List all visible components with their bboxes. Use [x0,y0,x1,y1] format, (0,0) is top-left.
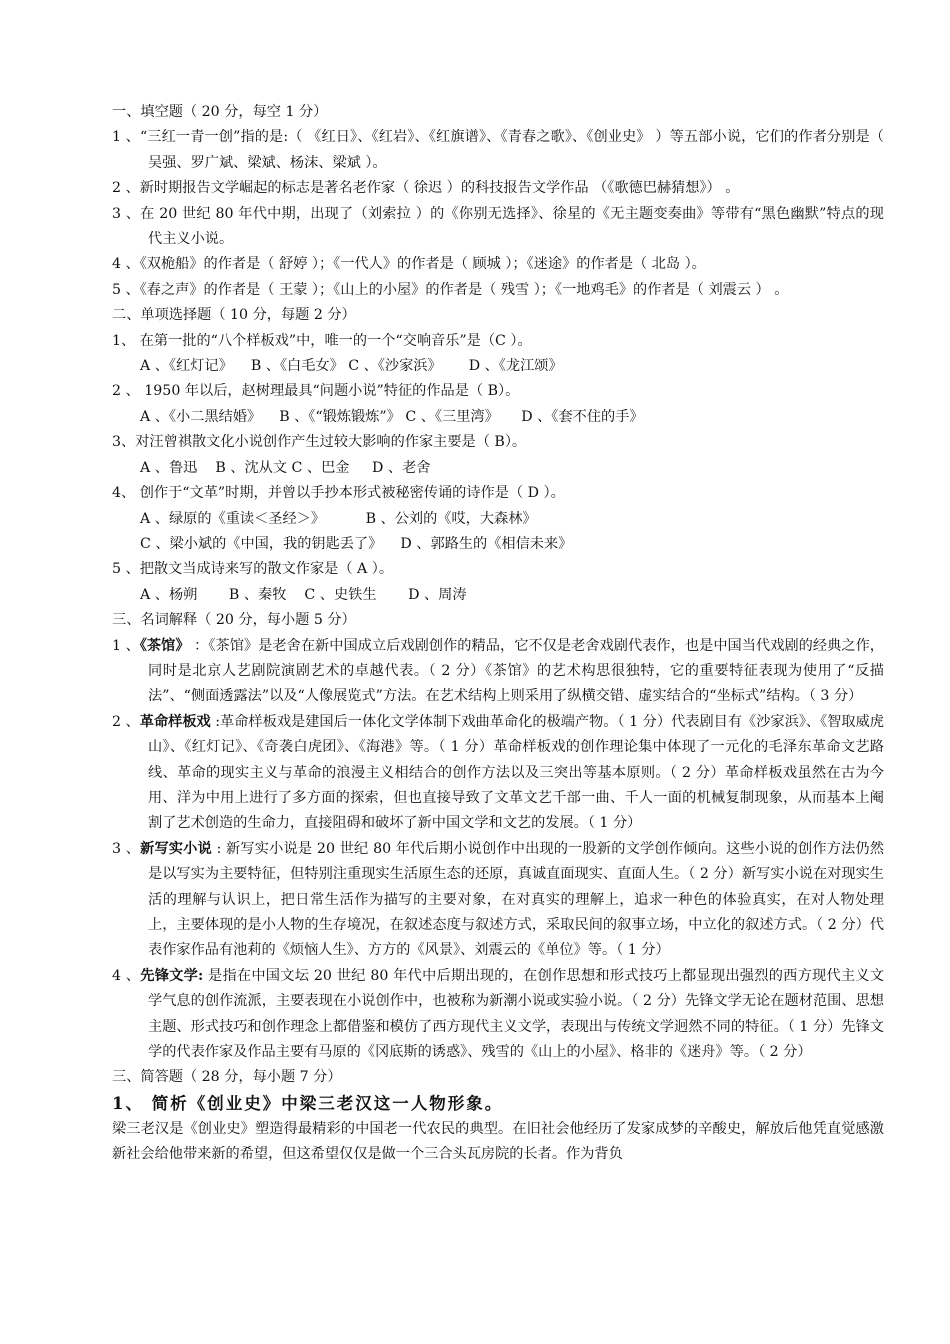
section-3-title: 三、名词解释（ 20 分，每小题 5 分） [112,612,356,629]
choice-1: 1、 在第一批的“八个样板戏”中，唯一的一个“交响音乐”是（C ）。 [112,332,532,349]
choice-1-options: A 、《红灯记》 B 、《白毛女》 C 、《沙家浜》 D 、《龙江颂》 [140,358,563,375]
fill-blank-5: 5 、《春之声》的作者是（ 王蒙 ）；《山上的小屋》的作者是（ 残雪 ）；《一地鸡毛》的作者是（ 刘震云 ） 。 [112,281,789,298]
choice-2: 2 、 1950 年以后，赵树理最具“问题小说”特征的作品是（ B）。 [112,383,520,400]
term-3-name: 新写实小说 [140,840,212,857]
section-2-title: 二、单项选择题（ 10 分，每题 2 分） [112,307,356,324]
term-2-body: :革命样板戏是建国后一体化文学体制下戏曲革命化的极端产物。（ 1 分）代表剧目有《沙家浜》、《智取威虎山》、《红灯记》、《奇袭白虎团》、《海港》等。（ 1 分）革命样板戏的创作理论集中体现了一元化的毛泽东革命文艺路线、革命的现实主义与革命的浪漫主义相结合的创作方法以及三突出等基本原则。（ 2 分）革命样板戏虽然在古为今用、洋为中用上进行了多方面的探索，但也直接导致了文革文艺千部一曲、千人一面的机械复制现象，从而基本上阉割了艺术创造的生命力，直接阻碍和破坏了新中国文学和文艺的发展。（ 1 分） [148,713,884,832]
term-1 [112,634,884,710]
short-answer-1-title: 1、 简析《创业史》中梁三老汉这一人物形象。 [112,1093,504,1113]
term-2-number: 2 、 [112,713,140,730]
choice-5: 5 、把散文当成诗来写的散文作家是（ A ）。 [112,561,394,578]
choice-4-options-cd: C 、梁小斌的《中国，我的钥匙丢了》 D 、郭路生的《相信未来》 [140,535,573,552]
choice-4: 4、 创作于“文革”时期，并曾以手抄本形式被秘密传诵的诗作是（ D ）。 [112,485,565,502]
term-1-body: ：《茶馆》是老舍在新中国成立后戏剧创作的精品，它不仅是老舍戏剧代表作，也是中国当代戏剧的经典之作，同时是北京人艺剧院演剧艺术的卓越代表。（ 2 分）《茶馆》的艺术构思很独特，它的重要特征表现为使用了“反描法”、“侧面透露法”以及“人像展览式”方法。在艺术结构上则采用了纵横交错、虚实结合的“坐标式”结构。（ 3 分） [148,637,884,705]
term-1-name: 《茶馆》 [139,637,190,654]
term-4 [112,964,884,1066]
term-4-number: 4 、 [112,967,141,984]
term-3-body: : 新写实小说是 20 世纪 80 年代后期小说创作中出现的一股新的文学创作倾向。这些小说的创作方法仍然是以写实为主要特征，但特别注重现实生活原生态的还原，真诚直面现实、直面人生。（ 2 分）新写实小说在对现实生活的理解与认识上，把日常生活作为描写的主要对象，在对真实的理解上，追求一种色的体验真实，在对人物处理上，主要体现的是小人物的生存境况，在叙述态度与叙述方式，采取民间的叙事立场，中立化的叙述方式。（ 2 分）代表作家作品有池莉的《烦恼人生》、方方的《风景》、刘震云的《单位》等。（ 1 分） [148,840,884,959]
term-3 [112,837,884,964]
term-2-name: 革命样板戏 [139,713,211,730]
short-answer-1-body: 梁三老汉是《创业史》塑造得最精彩的中国老一代农民的典型。在旧社会他经历了发家成梦的辛酸史，解放后他凭直觉感激新社会给他带来新的希望，但这希望仅仅是做一个三合头瓦房院的长者。作为背负 [112,1120,884,1163]
fill-blank-1: 1 、“三红一青一创”指的是:（ 《红日》、《红岩》、《红旗谱》、《青春之歌》、《创业史》 ）等五部小说，它们的作者分别是（ 吴强、罗广斌、梁斌、杨沫、梁斌 ）。 [112,129,884,171]
term-4-name: 先锋文学: [140,967,204,984]
choice-5-options: A 、杨朔 B 、秦牧 C 、史铁生 D 、周涛 [140,586,467,603]
fill-blank-3: 3 、在 20 世纪 80 年代中期，出现了（刘索拉 ）的《你别无选择》、徐星的《无主题变奏曲》等带有“黑色幽默”特点的现代主义小说。 [112,205,884,248]
section-1-title: 一、填空题（ 20 分，每空 1 分） [112,104,328,120]
choice-3-options: A 、鲁迅 B 、沈从文 C 、巴金 D 、老舍 [140,459,431,476]
document-page [112,100,884,1168]
term-2 [112,710,884,837]
term-4-body: 是指在中国文坛 20 世纪 80 年代中后期出现的，在创作思想和形式技巧上都显现出强烈的西方现代主义文学气息的创作流派，主要表现在小说创作中，也被称为新潮小说或实验小说。（ 2 分）先锋文学无论在题材范围、思想主题、形式技巧和创作理念上都借鉴和模仿了西方现代主义文学，表现出与传统文学迥然不同的特征。（ 1 分）先锋文学的代表作家及作品主要有马原的《冈底斯的诱惑》、残雪的《山上的小屋》、格非的《迷舟》等。（ 2 分） [148,967,884,1061]
choice-3: 3、对汪曾祺散文化小说创作产生过较大影响的作家主要是（ B）。 [112,434,527,451]
choice-4-options-ab: A 、绿原的《重读＜圣经＞》 B 、公刘的《哎，大森林》 [140,510,537,527]
fill-blank-4: 4 、《双桅船》的作者是（ 舒婷 ）；《一代人》的作者是（ 顾城 ）；《迷途》的作者是（ 北岛 ）。 [112,256,706,273]
section-4-title: 三、简答题（ 28 分，每小题 7 分） [112,1069,342,1086]
term-3-number: 3 、 [112,840,141,857]
term-1-number: 1 、 [112,637,140,654]
fill-blank-2: 2 、新时期报告文学崛起的标志是著名老作家（ 徐迟 ）的科技报告文学作品 （《歌德巴赫猜想》） 。 [112,180,740,197]
choice-2-options: A 、《小二黑结婚》 B 、《“锻炼锻炼”》 C 、《三里湾》 D 、《套不住的手》 [140,408,644,425]
